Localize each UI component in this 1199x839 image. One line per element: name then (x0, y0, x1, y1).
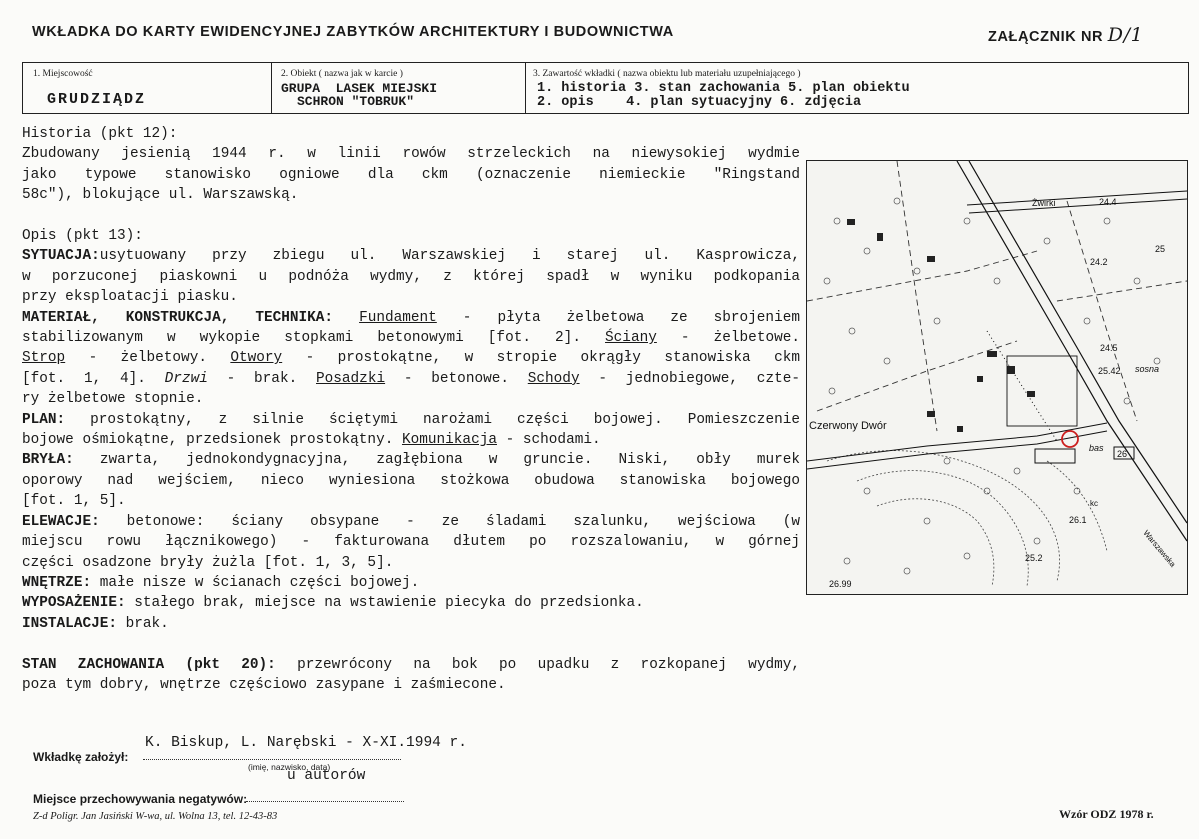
forest-lines (807, 161, 1187, 431)
historia-line: jako typowe stanowisko ogniowe dla ckm (oznaczenie niemieckie "Ringstand (22, 166, 800, 183)
object-label: 2. Obiekt ( nazwa jak w karcie ) (281, 69, 403, 79)
map-label-warszawska: Warszawska (1141, 528, 1178, 569)
place-value: GRUDZIĄDZ (47, 91, 147, 108)
description-text (22, 124, 800, 695)
contour-lines (827, 451, 1107, 586)
bryla-text: zwarta, jednokondygnacyjna, zagłębiona w gruncie. Niski, obły murek (73, 452, 800, 469)
stan-line (22, 655, 800, 675)
object-value-1: GRUPA LASEK MIEJSKI (281, 81, 438, 96)
material-line (22, 348, 800, 368)
plan-text: prostokątny, z silnie ściętymi narożami części bojowej. Pomieszczenie (65, 411, 800, 428)
stan-line: poza tym dobry, wnętrze częściowo zasypane i zaśmiecone. (22, 676, 506, 693)
elewacje-line (22, 512, 800, 532)
posadzki-term: Posadzki (316, 370, 386, 387)
map-elevation: 25 (1155, 244, 1166, 254)
sytuacja-label: SYTUACJA: (22, 248, 100, 265)
map-elevation: 25.42 (1098, 366, 1121, 376)
elewacje-line: miejscu rowu łącznikowego) - fakturowana dłutem po rozszalowaniu, w górnej (22, 534, 800, 551)
elewacje-label: ELEWACJE: (22, 513, 100, 530)
map-label-czerwony-dwor: Czerwony Dwór (809, 420, 887, 432)
sytuacja-text: usytuowany przy zbiegu ul. Warszawskiej i starej ul. Kasprowicza, (99, 248, 800, 265)
otwory-term: Otwory (230, 350, 283, 367)
wnetrze-label: WNĘTRZE: (22, 574, 92, 591)
plan-text: - schodami. (496, 432, 601, 449)
negatives-label: Miejsce przechowywania negatywów: (33, 792, 248, 806)
map-label-kc: kc (1090, 499, 1098, 508)
attachment-number (988, 24, 1143, 46)
authors-hint: (imię, nazwisko, data) (248, 762, 331, 772)
komunikacja-term: Komunikacja (401, 432, 497, 449)
plan-label: PLAN: (22, 411, 66, 428)
opis-heading: Opis (pkt 13): (22, 228, 143, 245)
bryla-line: [fot. 1, 5]. (22, 493, 126, 510)
map-elevation: 26.99 (829, 579, 852, 589)
authors-dotted-line (143, 759, 401, 760)
negatives-dotted-line (246, 801, 404, 802)
map-elevation: 24.2 (1090, 257, 1108, 267)
material-text: - prostokątne, w stropie okrągły stanowiska ckm (282, 350, 800, 367)
material-text: - żelbetowy. (65, 350, 231, 367)
material-line (22, 308, 800, 328)
divider (525, 63, 526, 113)
material-line (22, 369, 800, 389)
strop-term: Strop (22, 350, 66, 367)
sytuacja-line: przy eksploatacji piasku. (22, 289, 238, 306)
authors-label: Wkładkę założył: (33, 750, 129, 764)
map-label-zwirki: Żwirki (1032, 198, 1056, 208)
instalacje-label: INSTALACJE: (22, 615, 117, 632)
map-road-number: 26 (1117, 449, 1128, 459)
wnetrze-text: małe nisze w ścianach części bojowej. (91, 574, 420, 591)
map-label-sosna: sosna (1135, 364, 1160, 374)
vegetation-pattern (824, 198, 1160, 574)
drzwi-term: Drzwi (164, 370, 208, 387)
stan-label: STAN ZACHOWANIA (pkt 20): (22, 656, 276, 673)
sytuacja-line: w porzuconej piaskowni u podnóża wydmy, z której spadł w wyniku podkopania (22, 268, 800, 285)
attachment-value: D/1 (1107, 24, 1144, 46)
schody-term: Schody (527, 370, 580, 387)
instalacje-text: brak. (117, 615, 169, 632)
place-label: 1. Miejscowość (33, 69, 93, 79)
map-drawing (807, 161, 1187, 594)
historia-line: Zbudowany jesienią 1944 r. w linii rowów strzeleckich na niewysokiej wydmie (22, 146, 800, 163)
header-fields (22, 62, 1189, 114)
form-id: Wzór ODZ 1978 r. (1059, 807, 1154, 821)
wyposazenie-text: stałego brak, miejsce na wstawienie piecyka do przedsionka. (125, 595, 644, 612)
map-elevation: 26.1 (1069, 515, 1087, 525)
form-title: WKŁADKA DO KARTY EWIDENCYJNEJ ZABYTKÓW ARCHITEKTURY I BUDOWNICTWA (32, 24, 674, 40)
material-text: - betonowe. (385, 370, 528, 387)
authors-value: K. Biskup, L. Narębski - X-XI.1994 r. (145, 735, 467, 751)
wyposazenie-label: WYPOSAŻENIE: (22, 595, 126, 612)
material-text: [fot. 1, 4]. (22, 370, 165, 387)
material-line: ry żelbetowe stopnie. (22, 391, 204, 408)
map-elevation: 25.2 (1025, 553, 1043, 563)
historia-heading: Historia (pkt 12): (22, 126, 178, 142)
contents-label: 3. Zawartość wkładki ( nazwa obiektu lub materiału uzupełniającego ) (533, 69, 801, 79)
material-text: - żelbetowe. (656, 330, 800, 347)
printer-imprint: Z-d Poligr. Jan Jasiński W-wa, ul. Wolna 13, tel. 12-43-83 (33, 811, 278, 822)
estate-boundary (1007, 356, 1077, 426)
contents-value-2: 2. opis 4. plan sytuacyjny 6. zdjęcia (537, 95, 862, 110)
bryla-line: oporowy nad wejściem, nieco wyniesiona stożkowa obudowa stanowiska bojowego (22, 472, 800, 489)
map-elevation: 24.4 (1099, 197, 1117, 207)
material-text: - brak. (207, 370, 316, 387)
reservoir (1035, 449, 1075, 463)
attachment-prefix: ZAŁĄCZNIK NR (988, 29, 1104, 45)
contents-value-1: 1. historia 3. stan zachowania 5. plan obiektu (537, 81, 910, 96)
instalacje-line (22, 614, 800, 634)
bryla-label: BRYŁA: (22, 452, 74, 469)
map-elevation: 24.5 (1100, 343, 1118, 353)
stan-text: przewrócony na bok po upadku z rozkopanej wydmy, (275, 656, 800, 673)
map-label-bas: bas (1089, 443, 1104, 453)
divider (271, 63, 272, 113)
plan-text: bojowe ośmiokątne, przedsionek prostokątny. (22, 432, 402, 449)
road-zwirki (967, 191, 1187, 213)
material-text: - płyta żelbetowa ze sbrojeniem (436, 309, 800, 326)
material-label: MATERIAŁ, KONSTRUKCJA, TECHNIKA: (22, 309, 334, 326)
historia-line: 58c"), blokujące ul. Warszawską. (22, 187, 299, 204)
wnetrze-line (22, 573, 800, 593)
fundament-term: Fundament (359, 309, 437, 326)
material-line (22, 328, 800, 348)
plan-line (22, 430, 800, 450)
plan-line (22, 410, 800, 430)
elewacje-line: części osadzone bryły żużla [fot. 1, 3, 5]. (22, 554, 394, 571)
material-text: - jednobiegowe, czte- (579, 370, 800, 387)
wyposazenie-line (22, 593, 800, 613)
authors-suffix: u autorów (287, 768, 366, 784)
elewacje-text: betonowe: ściany obsypane - ze śladami szalunku, wejściowa (w (99, 513, 800, 530)
material-text: stabilizowanym w wykopie stopkami betonowymi [fot. 2]. (22, 330, 606, 347)
situation-map (806, 160, 1188, 595)
sytuacja-line (22, 246, 800, 266)
object-value-2: SCHRON "TOBRUK" (297, 94, 415, 109)
sciany-term: Ściany (605, 330, 657, 347)
bryla-line (22, 450, 800, 470)
